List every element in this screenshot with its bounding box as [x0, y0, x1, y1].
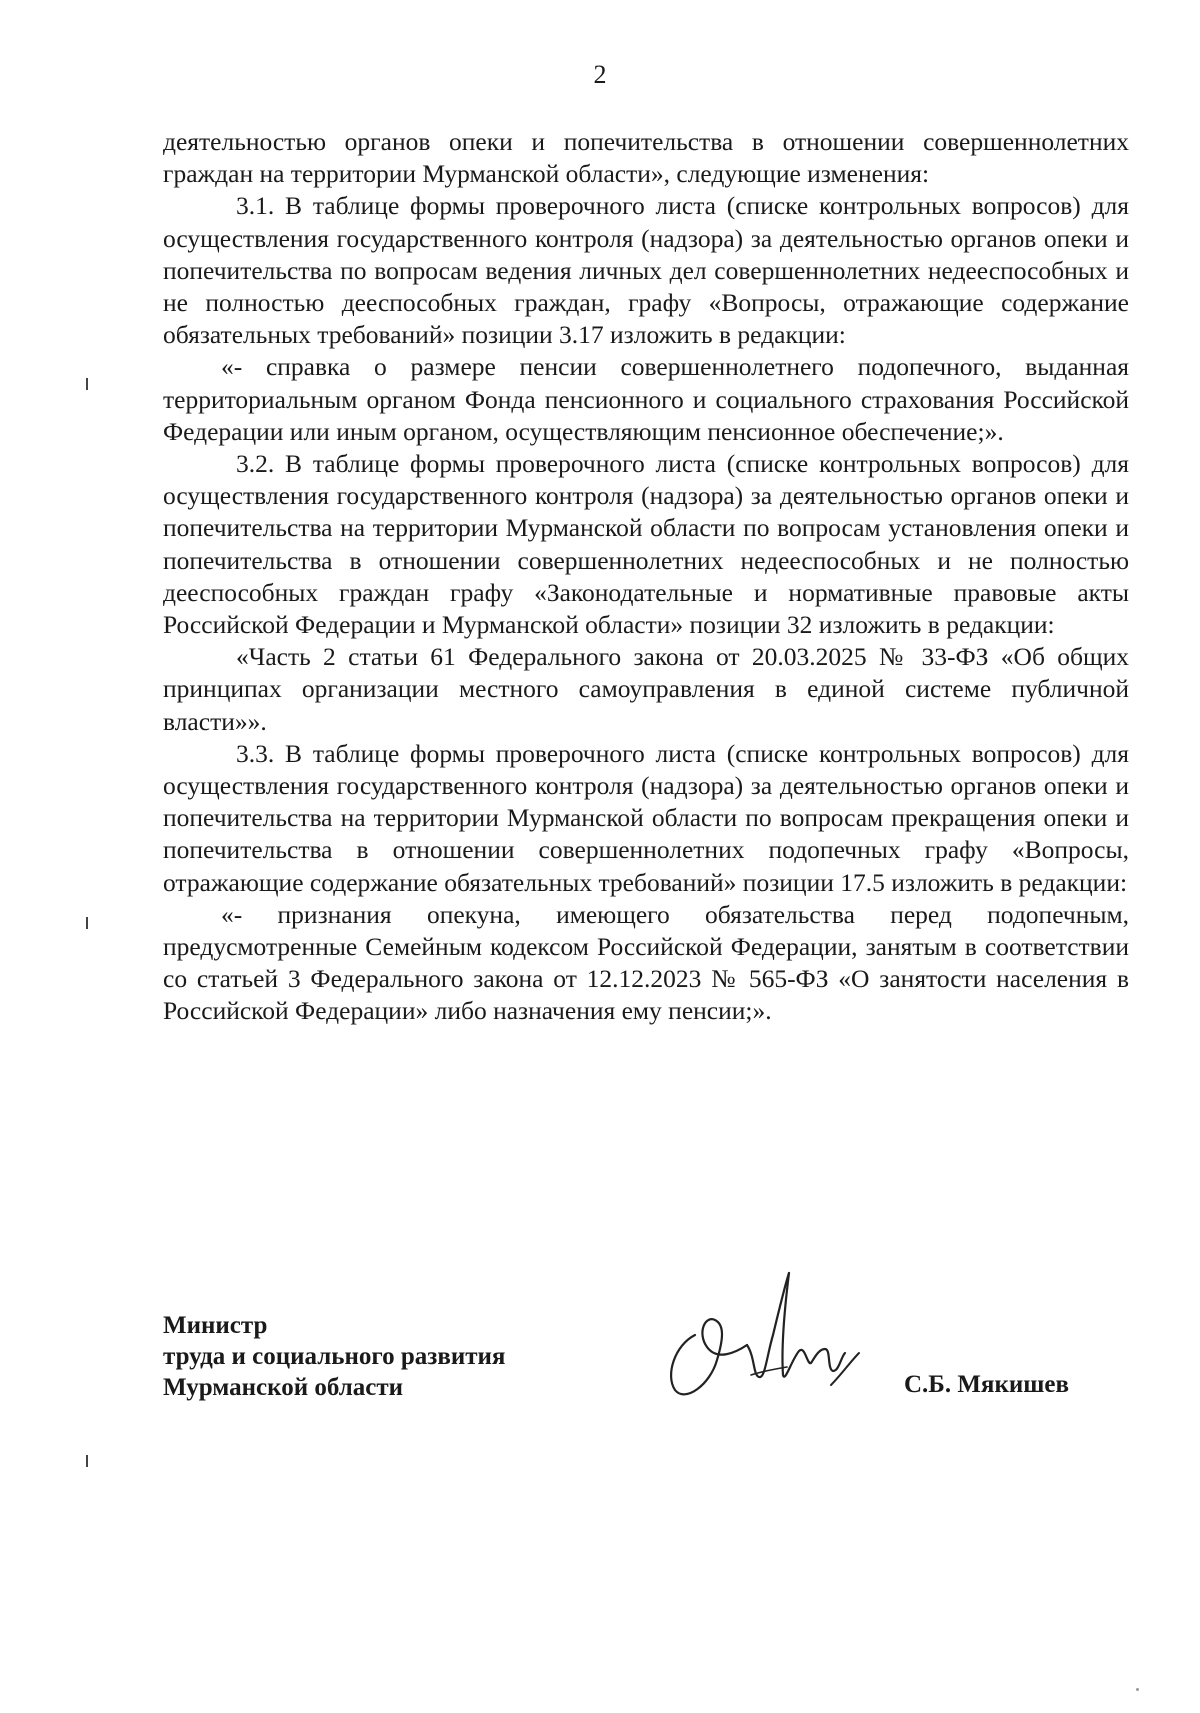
page-number: 2: [593, 60, 607, 89]
paragraph-3-2-quote: «Часть 2 статьи 61 Федерального закона от 20.03.2025 № 33-ФЗ «Об общих принципах организации местного самоуправления в единой системе публичной власти»».: [163, 642, 1129, 736]
scan-speck: [1136, 1688, 1139, 1691]
signatory-position-line: Министр: [163, 1312, 268, 1339]
document-body: [163, 126, 1129, 1028]
paragraph-3-2: 3.2. В таблице формы проверочного листа (списке контрольных вопросов) для осуществления государственного контроля (надзора) за деятельностью органов опеки и попечительства на территории Мурманской области по вопросам установления опеки и попечительства в отношении совершеннолетних недееспособных и не полностью дееспособных граждан графу «Законодательные и нормативные правовые акты Российской Федерации и Мурманской области» позиции 32 изложить в редакции:: [163, 449, 1129, 640]
paragraph-3-1-quote: «- справка о размере пенсии совершеннолетнего подопечного, выданная территориальным органом Фонда пенсионного и социального страхования Российской Федерации или иным органом, осуществляющим пенсионное обеспечение;».: [163, 352, 1129, 446]
paragraph-3-3: 3.3. В таблице формы проверочного листа (списке контрольных вопросов) для осуществления государственного контроля (надзора) за деятельностью органов опеки и попечительства на территории Мурманской области по вопросам прекращения опеки и попечительства в отношении совершеннолетних подопечных графу «Вопросы, отражающие содержание обязательных требований» позиции 17.5 изложить в редакции:: [163, 738, 1129, 897]
signatory-position-line: труда и социального развития: [163, 1343, 506, 1370]
paragraph-3-1: 3.1. В таблице формы проверочного листа (списке контрольных вопросов) для осуществления государственного контроля (надзора) за деятельностью органов опеки и попечительства по вопросам ведения личных дел совершеннолетних недееспособных и не полностью дееспособных граждан, графу «Вопросы, отражающие содержание обязательных требований» позиции 3.17 изложить в редакции:: [163, 191, 1129, 350]
signer-name: С.Б. Мякишев: [904, 1371, 1069, 1398]
paragraph-3-3-quote: «- признания опекуна, имеющего обязательства перед подопечным, предусмотренные Семейным кодексом Российской Федерации, занятым в соответствии со статьей 3 Федерального закона от 12.12.2023 № 565-ФЗ «О занятости населения в Российской Федерации» либо назначения ему пенсии;».: [163, 899, 1129, 1026]
signatory-position: [163, 1310, 505, 1403]
margin-mark: [86, 1455, 88, 1467]
handwritten-signature: [655, 1265, 895, 1415]
paragraph-intro-continuation: деятельностью органов опеки и попечительства в отношении совершеннолетних граждан на территории Мурманской области», следующие изменения:: [163, 127, 1129, 189]
signatory-position-line: Мурманской области: [163, 1374, 404, 1401]
margin-mark: [86, 378, 88, 390]
margin-mark: [86, 917, 88, 929]
